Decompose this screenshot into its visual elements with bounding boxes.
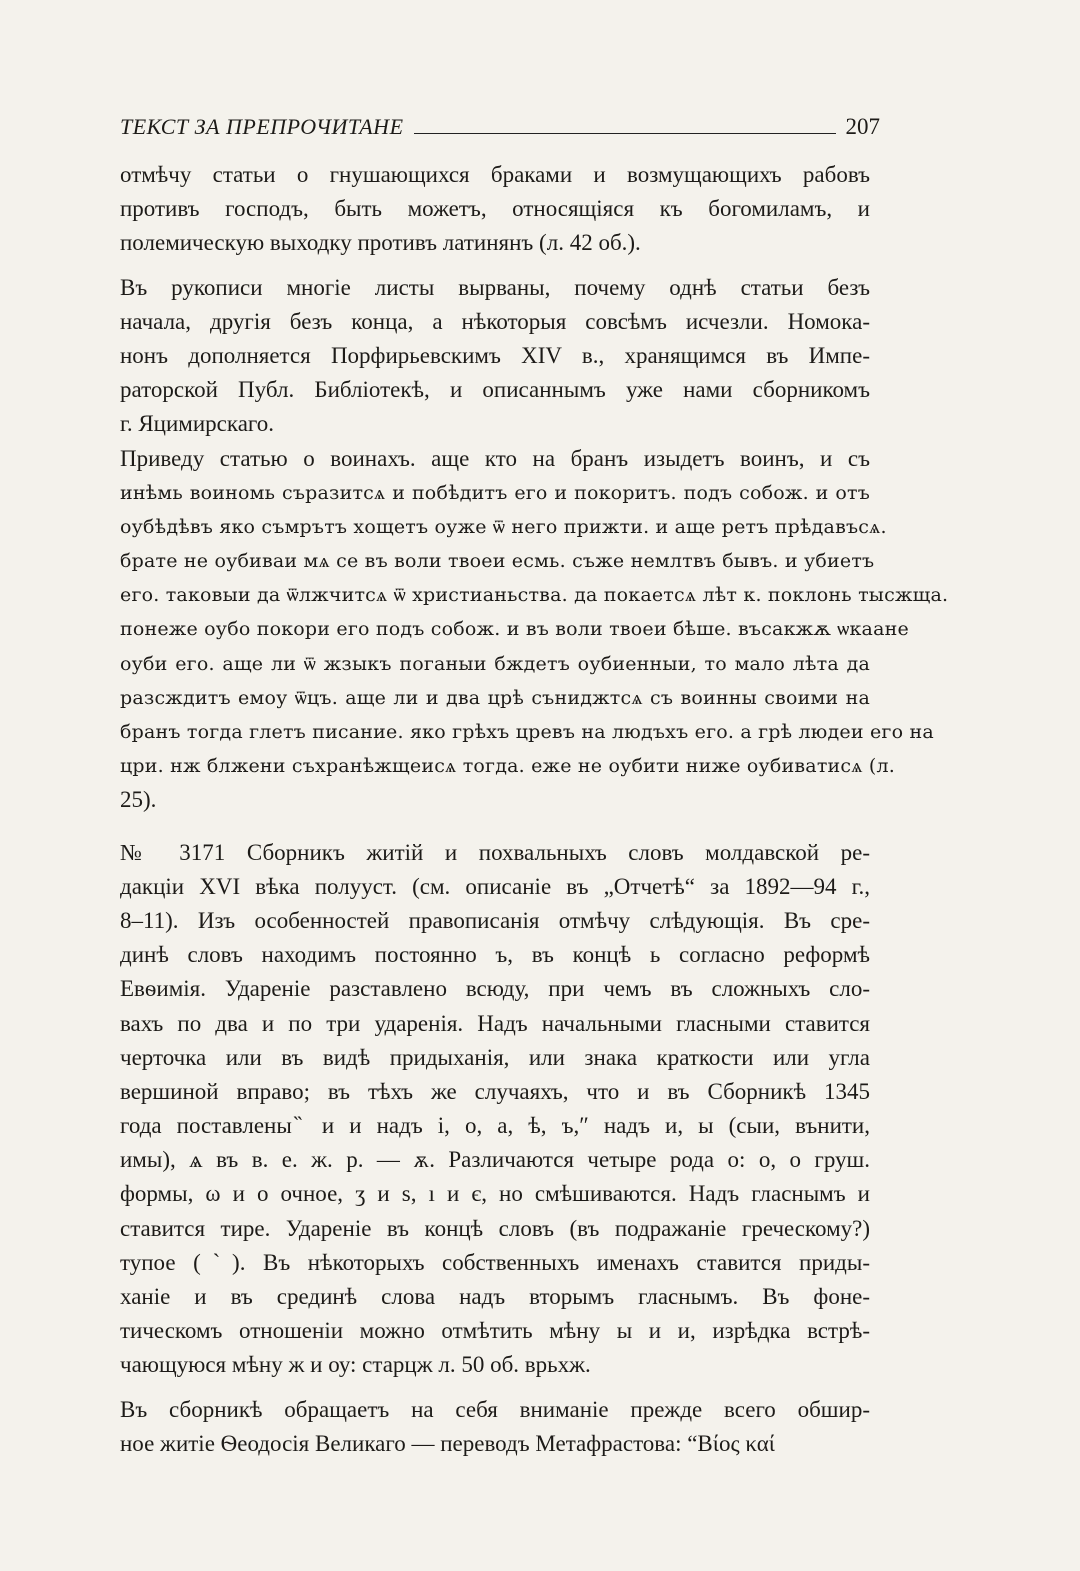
text-line: 8–11). Изъ особенностей правописанія отмѣчу слѣдующія. Въ сре-	[120, 907, 870, 933]
text-line: тупое (ˋ). Въ нѣкоторыхъ собственныхъ именахъ ставится приды-	[120, 1249, 870, 1275]
paragraph-5	[120, 1393, 870, 1461]
church-slavonic-line: оуби его. аще ли ѿ жзыкъ поганыи бждетъ оубиенныи, то мало лѣта да	[120, 652, 870, 675]
text-line: раторской Публ. Библіотекѣ, и описаннымъ уже нами сборникомъ	[120, 377, 870, 403]
text-line: Евѳимія. Удареніе разставлено всюду, при чемъ въ сложныхъ сло-	[120, 976, 870, 1002]
text-line: ставится тире. Удареніе въ концѣ словъ (въ подражаніе греческому?)	[120, 1215, 870, 1241]
text-line: вахъ по два и по три ударенія. Надъ начальными гласными ставится	[120, 1010, 870, 1036]
text-line: ное житіе Ѳеодосія Великаго — переводъ Метафрастова: “Βίος καί	[120, 1430, 775, 1456]
church-slavonic-line: инѣмь воиномь съразитсѧ и побѣдитъ его и покоритъ. подъ собож. и отъ	[120, 481, 870, 504]
text-line: начала, другія безъ конца, а нѣкоторыя совсѣмъ исчезли. Номока-	[120, 308, 870, 334]
text-line: вершиной вправо; въ тѣхъ же случаяхъ, что и въ Сборникѣ 1345	[120, 1078, 870, 1104]
church-slavonic-line: разсждитъ емоу ѿцъ. аще ли и два црѣ съниджтсѧ съ воинны своими на	[120, 686, 870, 709]
header-rule	[414, 133, 836, 134]
paragraph-3-quote	[120, 442, 949, 818]
text-line: ханіе и въ срединѣ слова надъ вторымъ гласнымъ. Въ фоне-	[120, 1284, 870, 1309]
church-slavonic-line: бранъ тогда глетъ писание. яко грѣхъ цревъ на людъхъ его. а грѣ людеи его на	[120, 721, 934, 743]
church-slavonic-line: его. таковыи да ѿлжчитсѧ ѿ христианьства. да покаетсѧ лѣт к. поклонь тысжща.	[120, 584, 949, 607]
text-line: г. Яцимирскаго.	[120, 411, 275, 437]
page-number: 207	[845, 114, 880, 139]
text-line: года поставлены ̏ и и надъ і, о, а, ѣ, ъ,″ надъ и, ы (сыи, вънити,	[120, 1113, 870, 1139]
text-line: нонъ дополняется Порфирьевскимъ XIV в., хранящимся въ Импе-	[120, 342, 870, 368]
text-line: тическомъ отношеніи можно отмѣтить мѣну ы и и, изрѣдка встрѣ-	[120, 1318, 870, 1344]
text-line: чающуюся мѣну ж и оу: старцж л. 50 об. врьхж.	[120, 1352, 591, 1378]
paragraph-1	[120, 158, 870, 261]
text-line: дакціи XVI вѣка полууст. (см. описаніе въ „Отчетѣ“ за 1892—94 г.,	[120, 873, 870, 899]
text-line: 25).	[120, 787, 157, 813]
paragraph-4	[120, 836, 870, 1383]
church-slavonic-line: понеже оубо покори его подъ собож. и въ воли твоеи бѣше. въсакжѫ ѡкаане	[120, 618, 909, 641]
text-line: № 3171 Сборникъ житій и похвальныхъ словъ молдавской ре-	[120, 839, 870, 865]
church-slavonic-line: брате не оубиваи мѧ се въ воли твоеи есмь. съже немлтвъ бывъ. и убиетъ	[120, 550, 875, 573]
text-line: черточка или въ видѣ придыханія, или знака краткости или угла	[120, 1044, 870, 1070]
text-line: имы), ѧ въ в. е. ж. р. — ѫ. Различаются четыре рода о: о, о груш.	[120, 1147, 870, 1173]
text-line: динѣ словъ находимъ постоянно ъ, въ концѣ ь согласно реформѣ	[120, 942, 870, 968]
text-line: формы, ω и о очное, ʒ и s, ı и є, но смѣшиваются. Надъ гласнымъ и	[120, 1181, 870, 1207]
church-slavonic-line: оубѣдѣвъ яко съмрътъ хощетъ оуже ѿ него прижти. и аще ретъ прѣдавъсѧ.	[120, 515, 887, 538]
text-line: отмѣчу статьи о гнушающихся браками и возмущающихъ рабовъ	[120, 162, 870, 187]
running-title: ТЕКСТ ЗА ПРЕПРОЧИТАНЕ	[120, 114, 404, 139]
text-line: полемическую выходку противъ латинянъ (л. 42 об.).	[120, 230, 641, 256]
body-text	[120, 158, 949, 1461]
text-line: противъ господъ, быть можетъ, относящіяся къ богомиламъ, и	[120, 196, 870, 222]
church-slavonic-line: цри. нж блжени съхранѣжщеисѧ тогда. еже не оубити ниже оубиватисѧ (л.	[120, 755, 896, 778]
paragraph-2	[120, 271, 870, 442]
text-line: Въ рукописи многіе листы вырваны, почему однѣ статьи безъ	[120, 274, 870, 300]
running-header	[120, 110, 880, 140]
text-line: Въ сборникѣ обращаетъ на себя вниманіе прежде всего обшир-	[120, 1396, 870, 1422]
text-line: Приведу статью о воинахъ. аще кто на бранъ изыдетъ воинъ, и съ	[120, 445, 870, 471]
